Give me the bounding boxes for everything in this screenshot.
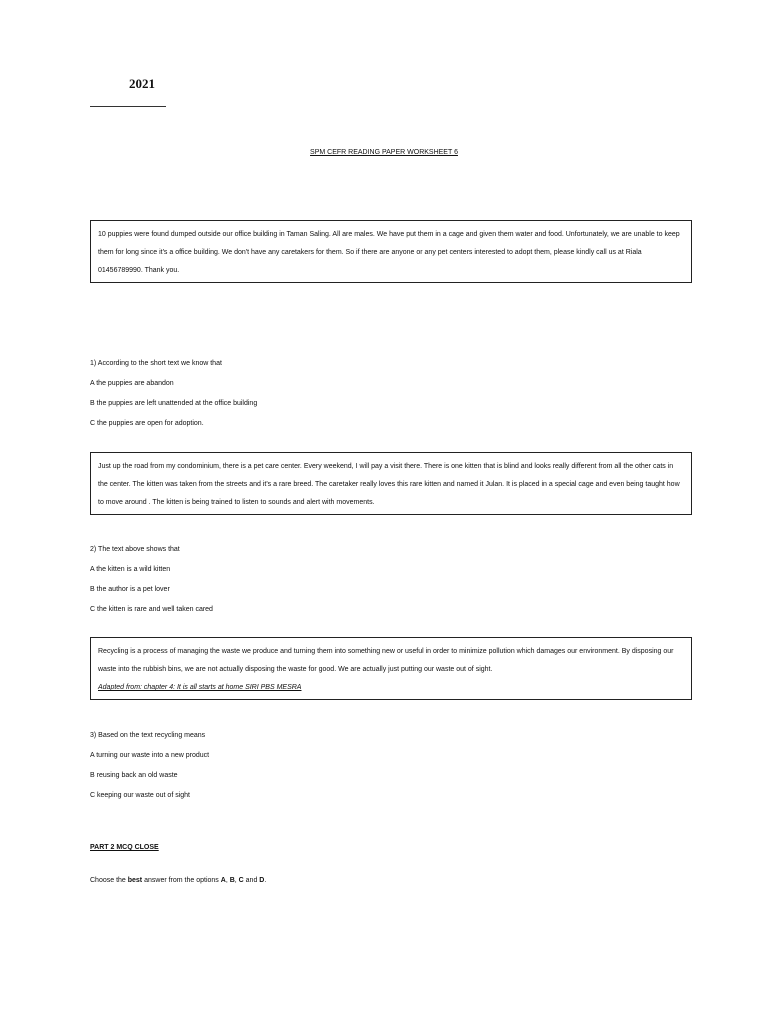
option-letter-a: A <box>220 877 226 884</box>
option-c: C the puppies are open for adoption. <box>90 420 204 427</box>
question-1 <box>90 358 257 438</box>
passage-text: 10 puppies were found dumped outside our office building in Taman Saling. All are males. We have put them in a cage and given them water and food. Unfortunately, we are unable to keep them for long since it's a office building. We don't have any caretakers for them. So if there are anyone or any pet centers interested to adopt them, please kindly call us at Riala 01456789990. Thank you. <box>98 231 680 274</box>
worksheet-title: SPM CEFR READING PAPER WORKSHEET 6 <box>310 149 458 156</box>
question-3 <box>90 730 209 810</box>
option-c: C the kitten is rare and well taken cared <box>90 606 213 613</box>
part-2-heading: PART 2 MCQ CLOSE <box>90 844 159 851</box>
instruction-text: Choose the <box>90 877 128 884</box>
option-letter-d: D <box>259 877 265 884</box>
part-2-instruction <box>90 877 266 884</box>
separator: , <box>225 877 230 884</box>
instruction-text: answer from the options <box>142 877 221 884</box>
option-c: C keeping our waste out of sight <box>90 792 191 799</box>
divider <box>90 106 166 107</box>
option-letter-c: C <box>238 877 244 884</box>
passage-text: Recycling is a process of managing the waste we produce and turning them into something new or useful in order to minimize pollution which damages our environment. By disposing our waste into the rubbish bins, we are not actually disposing the waste for good. We are actually just putting our waste out of sight. <box>98 648 674 673</box>
option-a: A the kitten is a wild kitten <box>90 566 171 573</box>
year-heading: 2021 <box>129 76 155 91</box>
emphasis-best: best <box>127 877 143 884</box>
source-citation: Adapted from: chapter 4: It is all starts at home SIRI PBS MESRA <box>98 684 302 691</box>
passage-box-1 <box>90 220 692 283</box>
option-letter-b: B <box>229 877 235 884</box>
option-a: A the puppies are abandon <box>90 380 174 387</box>
passage-box-3 <box>90 637 692 700</box>
option-b: B the puppies are left unattended at the office building <box>90 400 258 407</box>
period: . <box>264 877 267 884</box>
separator: , <box>234 877 239 884</box>
question-stem: 2) The text above shows that <box>90 546 180 553</box>
option-b: B the author is a pet lover <box>90 586 170 593</box>
question-stem: 1) According to the short text we know that <box>90 360 222 367</box>
passage-box-2 <box>90 452 692 515</box>
conjunction: and <box>243 877 260 884</box>
option-a: A turning our waste into a new product <box>90 752 210 759</box>
option-b: B reusing back an old waste <box>90 772 178 779</box>
passage-text: Just up the road from my condominium, there is a pet care center. Every weekend, I will pay a visit there. There is one kitten that is blind and looks really different from all the other cats in the center. The kitten was taken from the streets and it's a rare breed. The caretaker really loves this rare kitten and named it Julan. It is placed in a special cage and even being taught how to move around . The kitten is being trained to listen to sounds and alert with movements. <box>98 463 680 506</box>
question-2 <box>90 544 213 624</box>
question-stem: 3) Based on the text recycling means <box>90 732 206 739</box>
